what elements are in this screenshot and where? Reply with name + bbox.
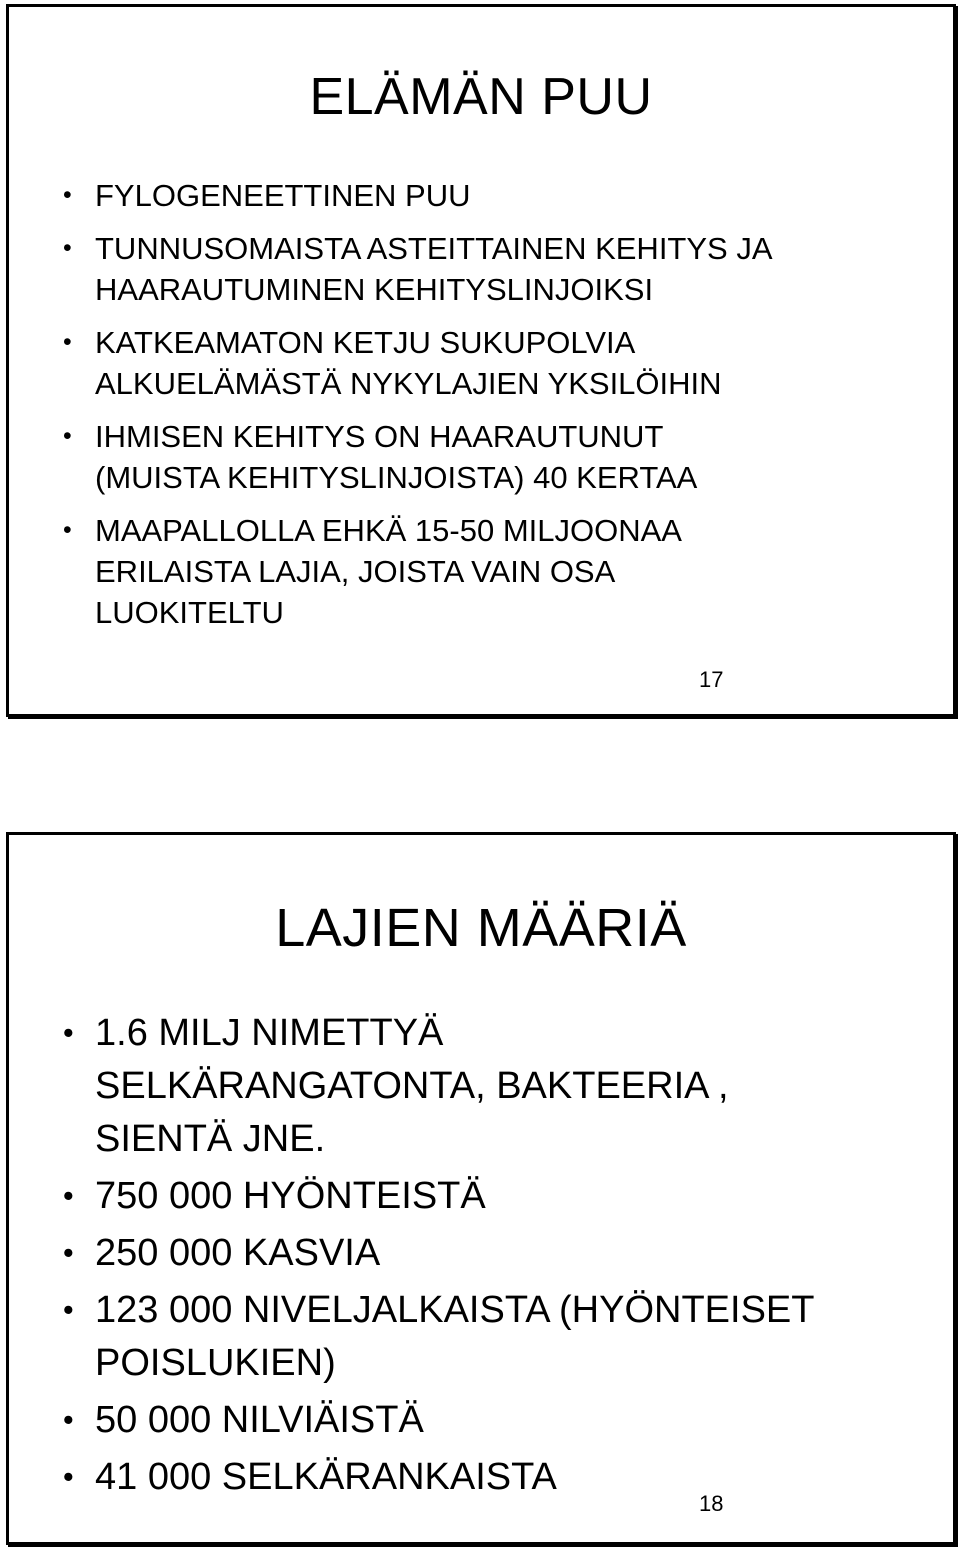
bullet-item [63,228,933,310]
slide-title: ELÄMÄN PUU [309,68,653,126]
bullet-item [63,416,933,498]
bullet-icon: • [63,1236,74,1270]
bullet-icon: • [63,1403,74,1437]
bullet-text: 1.6 MILJ NIMETTYÄ SELKÄRANGATONTA, BAKTEERIA , SIENTÄ JNE. [95,1012,729,1160]
bullet-text: 123 000 NIVELJALKAISTA (HYÖNTEISET POISLUKIEN) [95,1289,815,1384]
bullet-icon: • [63,1293,74,1327]
bullet-text: MAAPALLOLLA EHKÄ 15-50 MILJOONAA ERILAISTA LAJIA, JOISTA VAIN OSA LUOKITELTU [95,513,682,630]
slide-17 [6,4,956,717]
bullet-text: KATKEAMATON KETJU SUKUPOLVIA ALKUELÄMÄSTÄ NYKYLAJIEN YKSILÖIHIN [95,325,722,401]
bullet-item [63,322,933,404]
page-number: 18 [699,1491,724,1516]
bullet-icon: • [63,517,72,544]
bullet-icon: • [63,423,72,450]
bullet-text: 50 000 NILVIÄISTÄ [95,1399,424,1441]
bullet-item [63,510,933,633]
bullet-item [63,1170,933,1223]
bullet-item [63,1451,933,1504]
bullet-text: 750 000 HYÖNTEISTÄ [95,1175,486,1217]
page-number: 17 [699,667,724,692]
bullet-text: TUNNUSOMAISTA ASTEITTAINEN KEHITYS JA HAARAUTUMINEN KEHITYSLINJOIKSI [95,231,773,307]
bullet-text: 250 000 KASVIA [95,1232,381,1274]
bullet-item [63,1284,933,1390]
bullet-icon: • [63,1460,74,1494]
slide-18 [6,832,956,1545]
bullet-icon: • [63,235,72,262]
bullet-list [63,1007,933,1508]
bullet-item [63,1394,933,1447]
slide-title: LAJIEN MÄÄRIÄ [275,898,687,958]
bullet-item [63,1227,933,1280]
bullet-item [63,1007,933,1166]
bullet-text: IHMISEN KEHITYS ON HAARAUTUNUT (MUISTA KEHITYSLINJOISTA) 40 KERTAA [95,419,698,495]
bullet-icon: • [63,1016,74,1050]
bullet-icon: • [63,1179,74,1213]
bullet-list [63,175,933,645]
bullet-icon: • [63,329,72,356]
bullet-text: 41 000 SELKÄRANKAISTA [95,1456,557,1498]
bullet-icon: • [63,182,72,209]
bullet-text: FYLOGENEETTINEN PUU [95,178,471,213]
bullet-item [63,175,933,216]
